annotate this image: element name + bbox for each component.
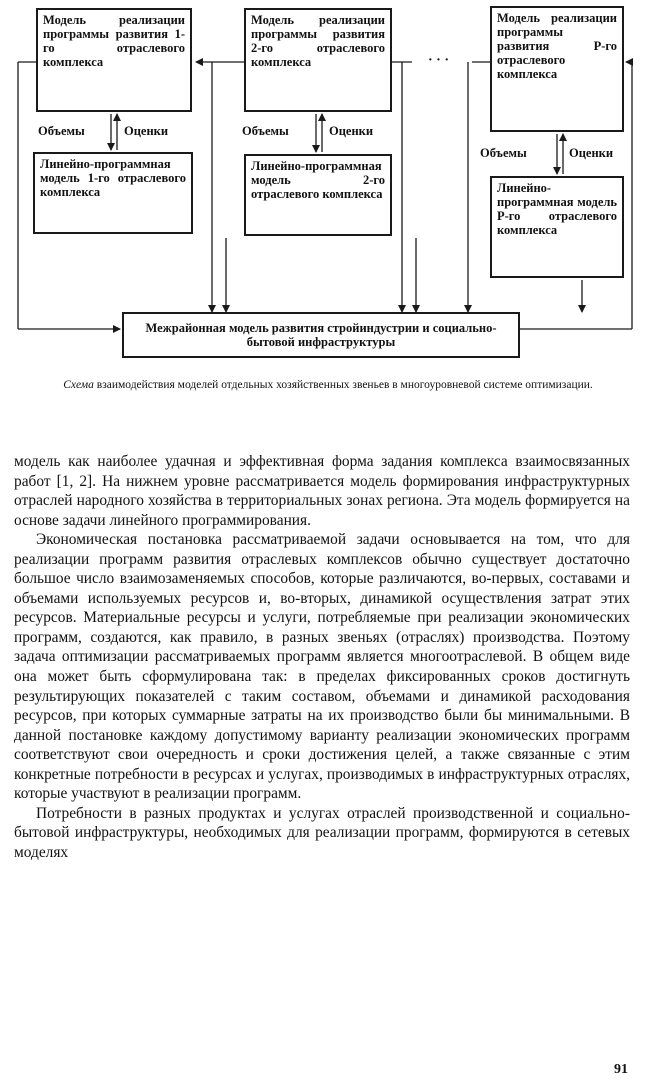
ellipsis: · · · — [428, 53, 450, 68]
volumes-label-1: Объемы — [38, 124, 85, 138]
estimates-label-3: Оценки — [569, 146, 614, 160]
estimates-label-2: Оценки — [329, 124, 374, 138]
volumes-label-2: Объемы — [242, 124, 289, 138]
paragraph-2: Экономическая постановка рассматриваемой задачи основывается на том, что для реализации программ развития отраслевых комплексов обычно существует достаточно большое число взаимозаменяемых способов, которые различаются, во-первых, составами и объемами используемых ресурсов и, во-вторых, динамикой осуществления затрат этих ресурсов. Материальные ресурсы и услуги, потребляемые при реализации экономических программ, создаются, как правило, в разных звеньях (отраслях) производства. Поэтому задача оптимизации рассматриваемых программ является многоотраслевой. В общем виде она может быть сформулирована так: в пределах фиксированных сроков достигнуть результирующих показателей с таким составом, объемами и динамикой расходования ресурсов, при которых суммарные затраты на их производство были бы минимальными. В данной постановке каждому допустимому варианту реализации экономических программ соответствуют свои очередность и сроки достижения целей, а также связанные с этим конкретные потребности в ресурсах и услугах, производимых в инфраструктурных отраслях, которые участвуют в реализации программ. — [14, 531, 630, 803]
lp-model-box-2: Линейно-программная модель 2-го отраслевого комплекса — [244, 154, 392, 236]
program-model-box-1: Модель реализации программы развития 1-го отраслевого комплекса — [36, 8, 192, 112]
interaction-diagram — [0, 0, 646, 372]
page-number: 91 — [614, 1062, 628, 1077]
caption-label: Схема — [63, 379, 94, 391]
body-text — [14, 452, 630, 862]
paragraph-1: модель как наиболее удачная и эффективная форма задания комплекса взаимосвязанных работ [1, 2]. На нижнем уровне рассматривается модель формирования инфраструктурных отраслей народного хозяйства в территориальных зонах региона. Эта модель формируется на основе задачи линейного программирования. — [14, 453, 630, 529]
volumes-label-3: Объемы — [480, 146, 527, 160]
program-model-box-3: Модель реализации программы развития P-го отраслевого комплекса — [490, 6, 624, 132]
program-model-box-2: Модель реализации программы развития 2-го отраслевого комплекса — [244, 8, 392, 112]
paragraph-3: Потребности в разных продуктах и услугах отраслей производственной и социально-бытовой инфраструктуры, необходимых для реализации программ, формируются в сетевых моделях — [14, 804, 630, 861]
caption-text: взаимодействия моделей отдельных хозяйственных звеньев в многоуровневой системе оптимизации. — [96, 379, 593, 391]
estimates-label-1: Оценки — [124, 124, 169, 138]
interregional-model-box: Межрайонная модель развития стройиндустрии и социально-бытовой инфраструктуры — [122, 312, 520, 358]
lp-model-box-1: Линейно-программная модель 1-го отраслевого комплекса — [33, 152, 193, 234]
figure-caption — [28, 378, 628, 393]
lp-model-box-3: Линейно-программная модель P-го отраслевого комплекса — [490, 176, 624, 278]
